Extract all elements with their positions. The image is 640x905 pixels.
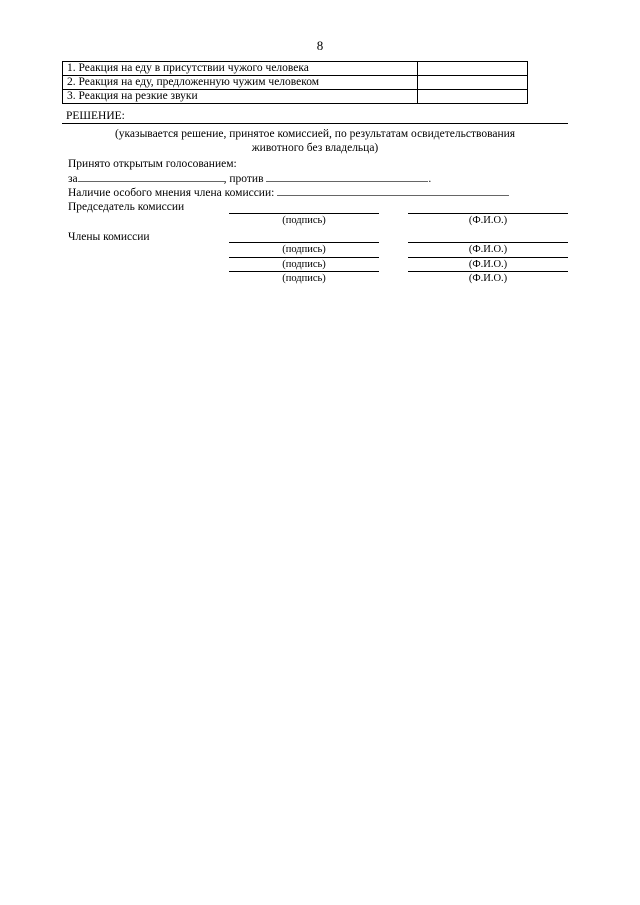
member2-name-line [408,257,568,258]
member3-name-caption: (Ф.И.О.) [468,273,508,284]
member1-signature-line [229,242,379,243]
member2-signature-caption: (подпись) [282,259,326,270]
chairman-name-line [408,213,568,214]
member3-signature-caption: (подпись) [282,273,326,284]
voting-line [68,171,431,186]
for-count-field [78,171,224,182]
chairman-label: Председатель комиссии [68,201,185,213]
for-label: за [68,173,78,185]
decision-hint-line2: животного без владельца) [251,142,379,154]
decision-hint-line1: (указывается решение, принятое комиссией, по результатам освидетельствования [114,128,516,140]
dissent-field [277,185,509,196]
dissent-label: Наличие особого мнения члена комиссии: [68,187,275,199]
reaction-value [418,62,528,76]
page-number: 8 [316,38,324,53]
decision-heading: РЕШЕНИЕ: [66,110,125,122]
members-label: Члены комиссии [68,231,150,243]
reaction-label: 2. Реакция на еду, предложенную чужим человеком [63,76,418,90]
table-row [63,90,528,104]
reactions-table [62,61,528,104]
member2-signature-line [229,257,379,258]
against-count-field [266,171,428,182]
reaction-value [418,76,528,90]
chairman-name-caption: (Ф.И.О.) [468,215,508,226]
member1-signature-caption: (подпись) [282,244,326,255]
member3-signature-line [229,271,379,272]
table-row [63,76,528,90]
chairman-signature-caption: (подпись) [282,215,326,226]
against-label: , против [223,173,264,185]
reaction-label: 3. Реакция на резкие звуки [63,90,418,104]
table-row [63,62,528,76]
chairman-signature-line [229,213,379,214]
member1-name-line [408,242,568,243]
reaction-label: 1. Реакция на еду в присутствии чужого человека [63,62,418,76]
decision-line [62,123,568,124]
dissent-line [68,185,509,200]
member1-name-caption: (Ф.И.О.) [468,244,508,255]
voting-intro: Принято открытым голосованием: [68,158,237,170]
member2-name-caption: (Ф.И.О.) [468,259,508,270]
reaction-value [418,90,528,104]
voting-end: . [428,173,432,185]
member3-name-line [408,271,568,272]
